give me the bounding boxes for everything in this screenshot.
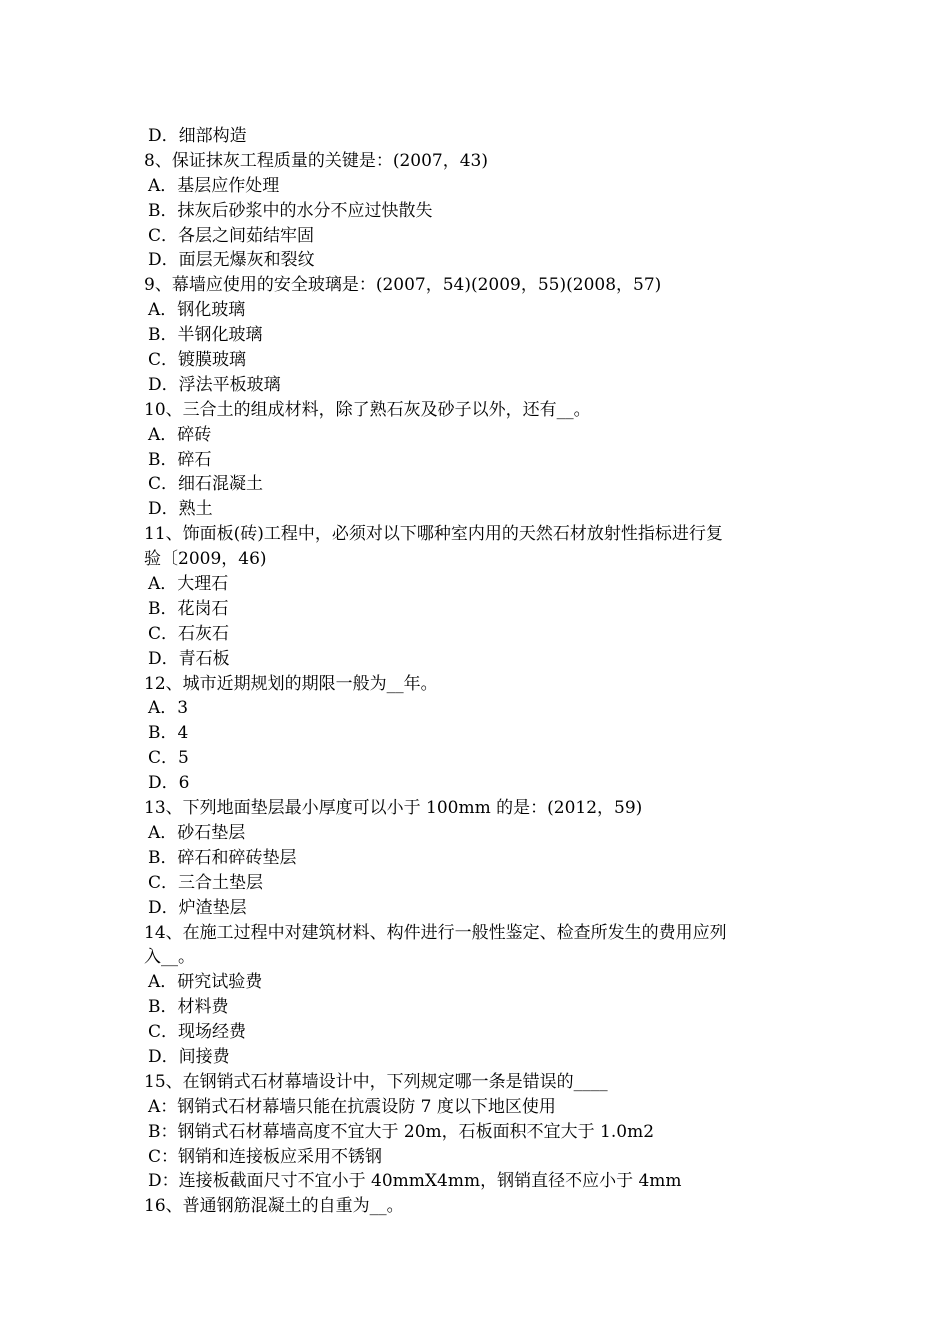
question-line-continued: 验〔2009，46) xyxy=(144,549,267,570)
option-line: B．抹灰后砂浆中的水分不应过快散失 xyxy=(148,200,433,221)
option-line: C．石灰石 xyxy=(148,623,230,644)
option-line: D．面层无爆灰和裂纹 xyxy=(148,250,315,271)
question-line: 12、城市近期规划的期限一般为__年。 xyxy=(144,673,438,694)
option-line: B：钢销式石材幕墙高度不宜大于 20m，石板面积不宜大于 1.0m2 xyxy=(148,1121,655,1142)
option-line: D：连接板截面尺寸不宜小于 40mmX4mm，钢销直径不应小于 4mm xyxy=(148,1171,682,1192)
option-line: D．间接费 xyxy=(148,1046,230,1067)
option-line: B．半钢化玻璃 xyxy=(148,325,263,346)
option-line: D．炉渣垫层 xyxy=(148,897,247,918)
question-line: 13、下列地面垫层最小厚度可以小于 100mm 的是：(2012，59) xyxy=(144,798,643,819)
option-line: D．细部构造 xyxy=(148,126,247,146)
option-line: A．研究试验费 xyxy=(148,972,263,993)
option-line: D．青石板 xyxy=(148,648,230,669)
option-line: B．碎石和碎砖垫层 xyxy=(148,847,297,868)
option-line: C．5 xyxy=(148,748,189,769)
option-line: B．碎石 xyxy=(148,449,212,470)
option-line: C．三合土垫层 xyxy=(148,872,264,893)
option-line: A．3 xyxy=(148,698,189,719)
option-line: A．碎砖 xyxy=(148,424,212,445)
question-line: 16、普通钢筋混凝土的自重为__。 xyxy=(144,1196,404,1217)
option-line: C：钢销和连接板应采用不锈钢 xyxy=(148,1146,383,1167)
document-page xyxy=(144,124,814,1219)
option-line: A．基层应作处理 xyxy=(148,175,280,196)
question-line: 11、饰面板(砖)工程中，必须对以下哪种室内用的天然石材放射性指标进行复 xyxy=(144,524,723,545)
option-line: D．浮法平板玻璃 xyxy=(148,374,281,395)
option-line: B．材料费 xyxy=(148,997,229,1018)
option-line: C．细石混凝土 xyxy=(148,474,264,495)
option-line: A．砂石垫层 xyxy=(148,822,246,843)
question-line: 8、保证抹灰工程质量的关键是：(2007，43) xyxy=(144,150,488,171)
question-line: 10、三合土的组成材料，除了熟石灰及砂子以外，还有__。 xyxy=(144,399,591,420)
option-line: D．6 xyxy=(148,773,190,794)
option-line: B．4 xyxy=(148,723,189,744)
option-line: C．镀膜玻璃 xyxy=(148,350,247,371)
option-line: A．大理石 xyxy=(148,574,229,595)
option-line: A．钢化玻璃 xyxy=(148,300,246,321)
question-line: 9、幕墙应使用的安全玻璃是：(2007，54)(2009，55)(2008，57) xyxy=(144,275,662,296)
option-line: C．现场经费 xyxy=(148,1022,247,1043)
question-line-continued: 入__。 xyxy=(144,947,195,968)
question-line: 15、在钢销式石材幕墙设计中，下列规定哪一条是错误的____ xyxy=(144,1071,608,1092)
option-line: C．各层之间茹结牢固 xyxy=(148,225,315,246)
option-line: D．熟土 xyxy=(148,499,213,520)
question-line: 14、在施工过程中对建筑材料、构件进行一般性鉴定、检查所发生的费用应列 xyxy=(144,922,727,943)
option-line: B．花岗石 xyxy=(148,598,229,619)
option-line: A：钢销式石材幕墙只能在抗震设防 7 度以下地区使用 xyxy=(148,1096,556,1117)
